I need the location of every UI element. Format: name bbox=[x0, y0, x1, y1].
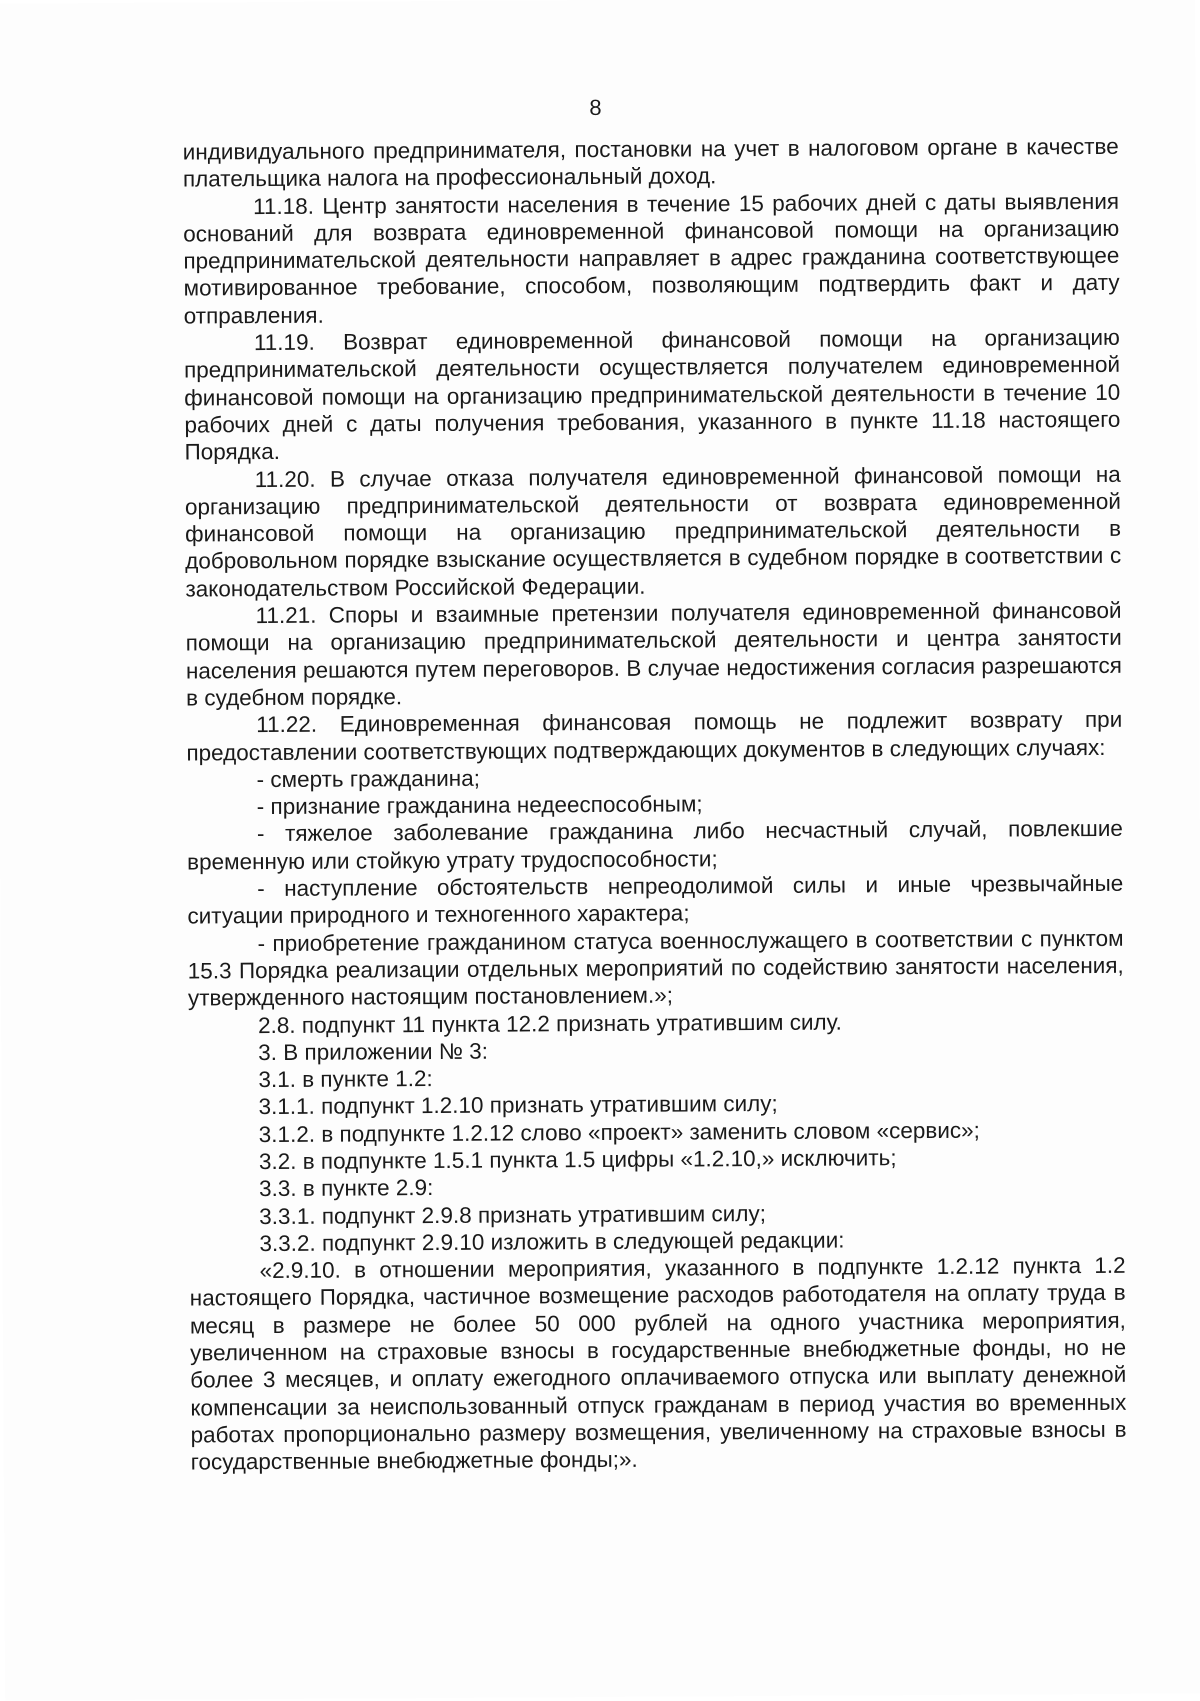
paragraph-11-18: 11.18. Центр занятости населения в течение 15 рабочих дней с даты выявления оснований для возврата единовременной финансовой помощи на организацию предпринимательской деятельности направляет в адрес гражданина соответствующее мотивированное требование, способом, позволяющим подтвердить факт и дату отправления. bbox=[183, 188, 1120, 329]
paragraph-3-2: 3.2. в подпункте 1.5.1 пункта 1.5 цифры «1.2.10,» исключить; bbox=[258, 1145, 897, 1175]
list-item-force-majeure: - наступление обстоятельств непреодолимой силы и иные чрезвычайные ситуации природного и техногенного характера; bbox=[187, 870, 1124, 929]
list-item-death: - смерть гражданина; bbox=[256, 765, 481, 792]
paragraph-3-3-2: 3.3.2. подпункт 2.9.10 изложить в следующей редакции: bbox=[259, 1227, 845, 1256]
paragraph-1: индивидуального предпринимателя, постановки на учет в налоговом органе в качестве плательщика налога на профессиональный доход. bbox=[182, 133, 1119, 192]
paragraph-3-1: 3.1. в пункте 1.2: bbox=[258, 1066, 433, 1093]
paragraph-11-22: 11.22. Единовременная финансовая помощь не подлежит возврату при предоставлении соответствующих подтверждающих документов в следующих случаях: bbox=[186, 707, 1123, 766]
paragraph-3-1-1: 3.1.1. подпункт 1.2.10 признать утратившим силу; bbox=[258, 1091, 778, 1120]
paragraph-2-9-10-quote: «2.9.10. в отношении мероприятия, указанного в подпункте 1.2.12 пункта 1.2 настоящего Порядка, частичное возмещение расходов работодателя на оплату труда в месяц в размере не более 50 000 рублей на одного участника мероприятия, увеличенном на страховые взносы в государственные внебюджетные фонды, но не более 3 месяцев, и оплату ежегодного оплачиваемого отпуска или выплату денежной компенсации за неиспользованный отпуск гражданам в период участия во временных работах пропорционально размеру возмещения, увеличенному на страховые взносы в государственные внебюджетные фонды;». bbox=[189, 1252, 1127, 1475]
paragraph-3: 3. В приложении № 3: bbox=[258, 1038, 489, 1065]
paragraph-3-3-1: 3.3.1. подпункт 2.9.8 признать утратившим силу; bbox=[259, 1200, 767, 1229]
list-item-illness: - тяжелое заболевание гражданина либо несчастный случай, повлекшие временную или стойкую утрату трудоспособности; bbox=[186, 816, 1123, 875]
paragraph-11-21: 11.21. Споры и взаимные претензии получателя единовременной финансовой помощи на организацию предпринимательской деятельности и центра занятости населения решаются путем переговоров. В случае недостижения согласия разрешаются в судебном порядке. bbox=[185, 597, 1122, 711]
list-item-military-status: - приобретение гражданином статуса военнослужащего в соответствии с пунктом 15.3 Порядка реализации отдельных мероприятий по содействию занятости населения, утвержденного настоящим постановлением.»; bbox=[187, 925, 1124, 1011]
list-item-incapacity: - признание гражданина недееспособным; bbox=[256, 791, 703, 820]
paragraph-2-8: 2.8. подпункт 11 пункта 12.2 признать утратившим силу. bbox=[257, 1009, 842, 1038]
page-number: 8 bbox=[589, 94, 602, 121]
paragraph-3-1-2: 3.1.2. в подпункте 1.2.12 слово «проект» заменить словом «сервис»; bbox=[258, 1117, 980, 1147]
paragraph-3-3: 3.3. в пункте 2.9: bbox=[258, 1175, 434, 1202]
paragraph-11-20: 11.20. В случае отказа получателя единовременной финансовой помощи на организацию предпринимательской деятельности от возврата единовременной финансовой помощи на организацию предпринимательской деятельности в добровольном порядке взыскание осуществляется в судебном порядке в соответствии с законодательством Российской Федерации. bbox=[184, 461, 1122, 602]
document-body bbox=[183, 133, 1127, 1476]
paragraph-11-19: 11.19. Возврат единовременной финансовой помощи на организацию предпринимательской деятельности осуществляется получателем единовременной финансовой помощи на организацию предпринимательской деятельности в течение 10 рабочих дней с даты получения требования, указанного в пункте 11.18 настоящего Порядка. bbox=[183, 324, 1121, 465]
